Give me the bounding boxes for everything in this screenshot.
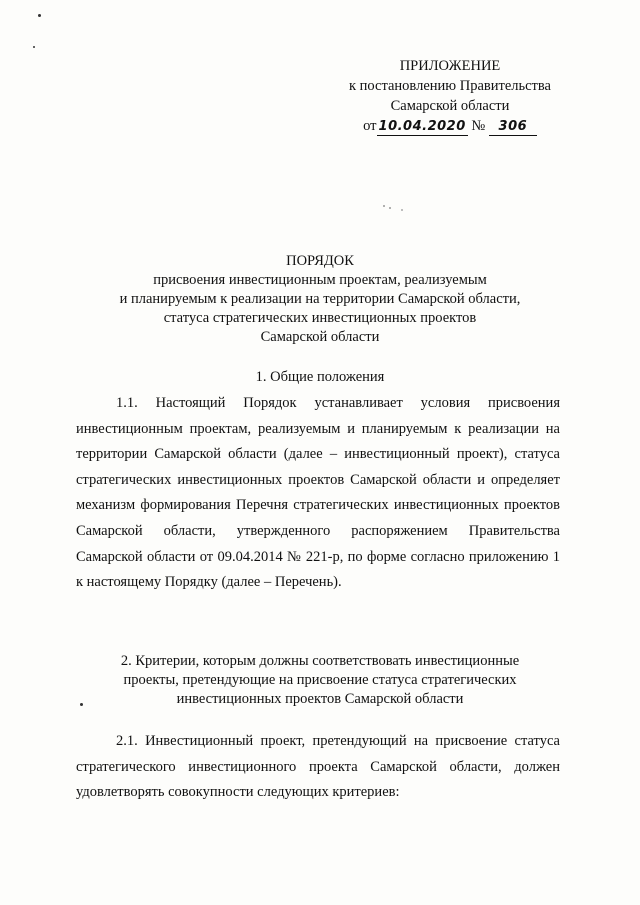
from-label: от <box>363 118 377 134</box>
title-line-3: статуса стратегических инвестиционных проектов <box>163 310 477 326</box>
appendix-line-1: к постановлению Правительства <box>349 78 551 94</box>
title-line-1: присвоения инвестиционным проектам, реализуемым <box>153 272 487 288</box>
paragraph-2-1: 2.1. Инвестиционный проект, претендующий на присвоение статуса стратегического инвестиционного проекта Самарской области, должен удовлетворять совокупности следующих критериев: <box>76 733 560 801</box>
document-title <box>60 252 580 347</box>
appendix-line-2: Самарской области <box>390 98 510 114</box>
scan-speck <box>38 14 41 17</box>
appendix-block <box>330 56 570 136</box>
section-1-heading: 1. Общие положения <box>255 369 385 385</box>
section-2-heading-line-3: инвестиционных проектов Самарской области <box>176 691 464 707</box>
section-2-heading-line-2: проекты, претендующие на присвоение статуса стратегических <box>123 672 517 688</box>
scan-speck <box>401 209 403 211</box>
paragraph-1-1: 1.1. Настоящий Порядок устанавливает условия присвоения инвестиционным проектам, реализуемым и планируемым к реализации на территории Самарской области (далее – инвестиционный проект), статуса стратегических инвестиционных проектов Самарской области и определяет механизм формирования Перечня стратегических инвестиционных проектов Самарской области, утвержденного распоряжением Правительства Самарской области от 09.04.2014 № 221-р, по форме согласно приложению 1 к настоящему Порядку (далее – Перечень). <box>76 395 560 591</box>
appendix-date-line <box>330 116 570 136</box>
handwritten-number: 306 <box>489 119 537 136</box>
handwritten-date: 10.04.2020 <box>378 119 466 134</box>
title-heading: ПОРЯДОК <box>286 253 354 269</box>
title-line-4: Самарской области <box>260 329 380 345</box>
number-label: № <box>471 118 486 134</box>
section-2-heading-line-1: 2. Критерии, которым должны соответствовать инвестиционные <box>120 653 520 669</box>
section-2-heading <box>60 652 580 709</box>
scan-speck <box>389 207 391 209</box>
appendix-title: ПРИЛОЖЕНИЕ <box>399 58 501 74</box>
scan-speck <box>33 46 35 48</box>
title-line-2: и планируемым к реализации на территории Самарской области, <box>119 291 521 307</box>
scan-speck <box>383 205 385 207</box>
